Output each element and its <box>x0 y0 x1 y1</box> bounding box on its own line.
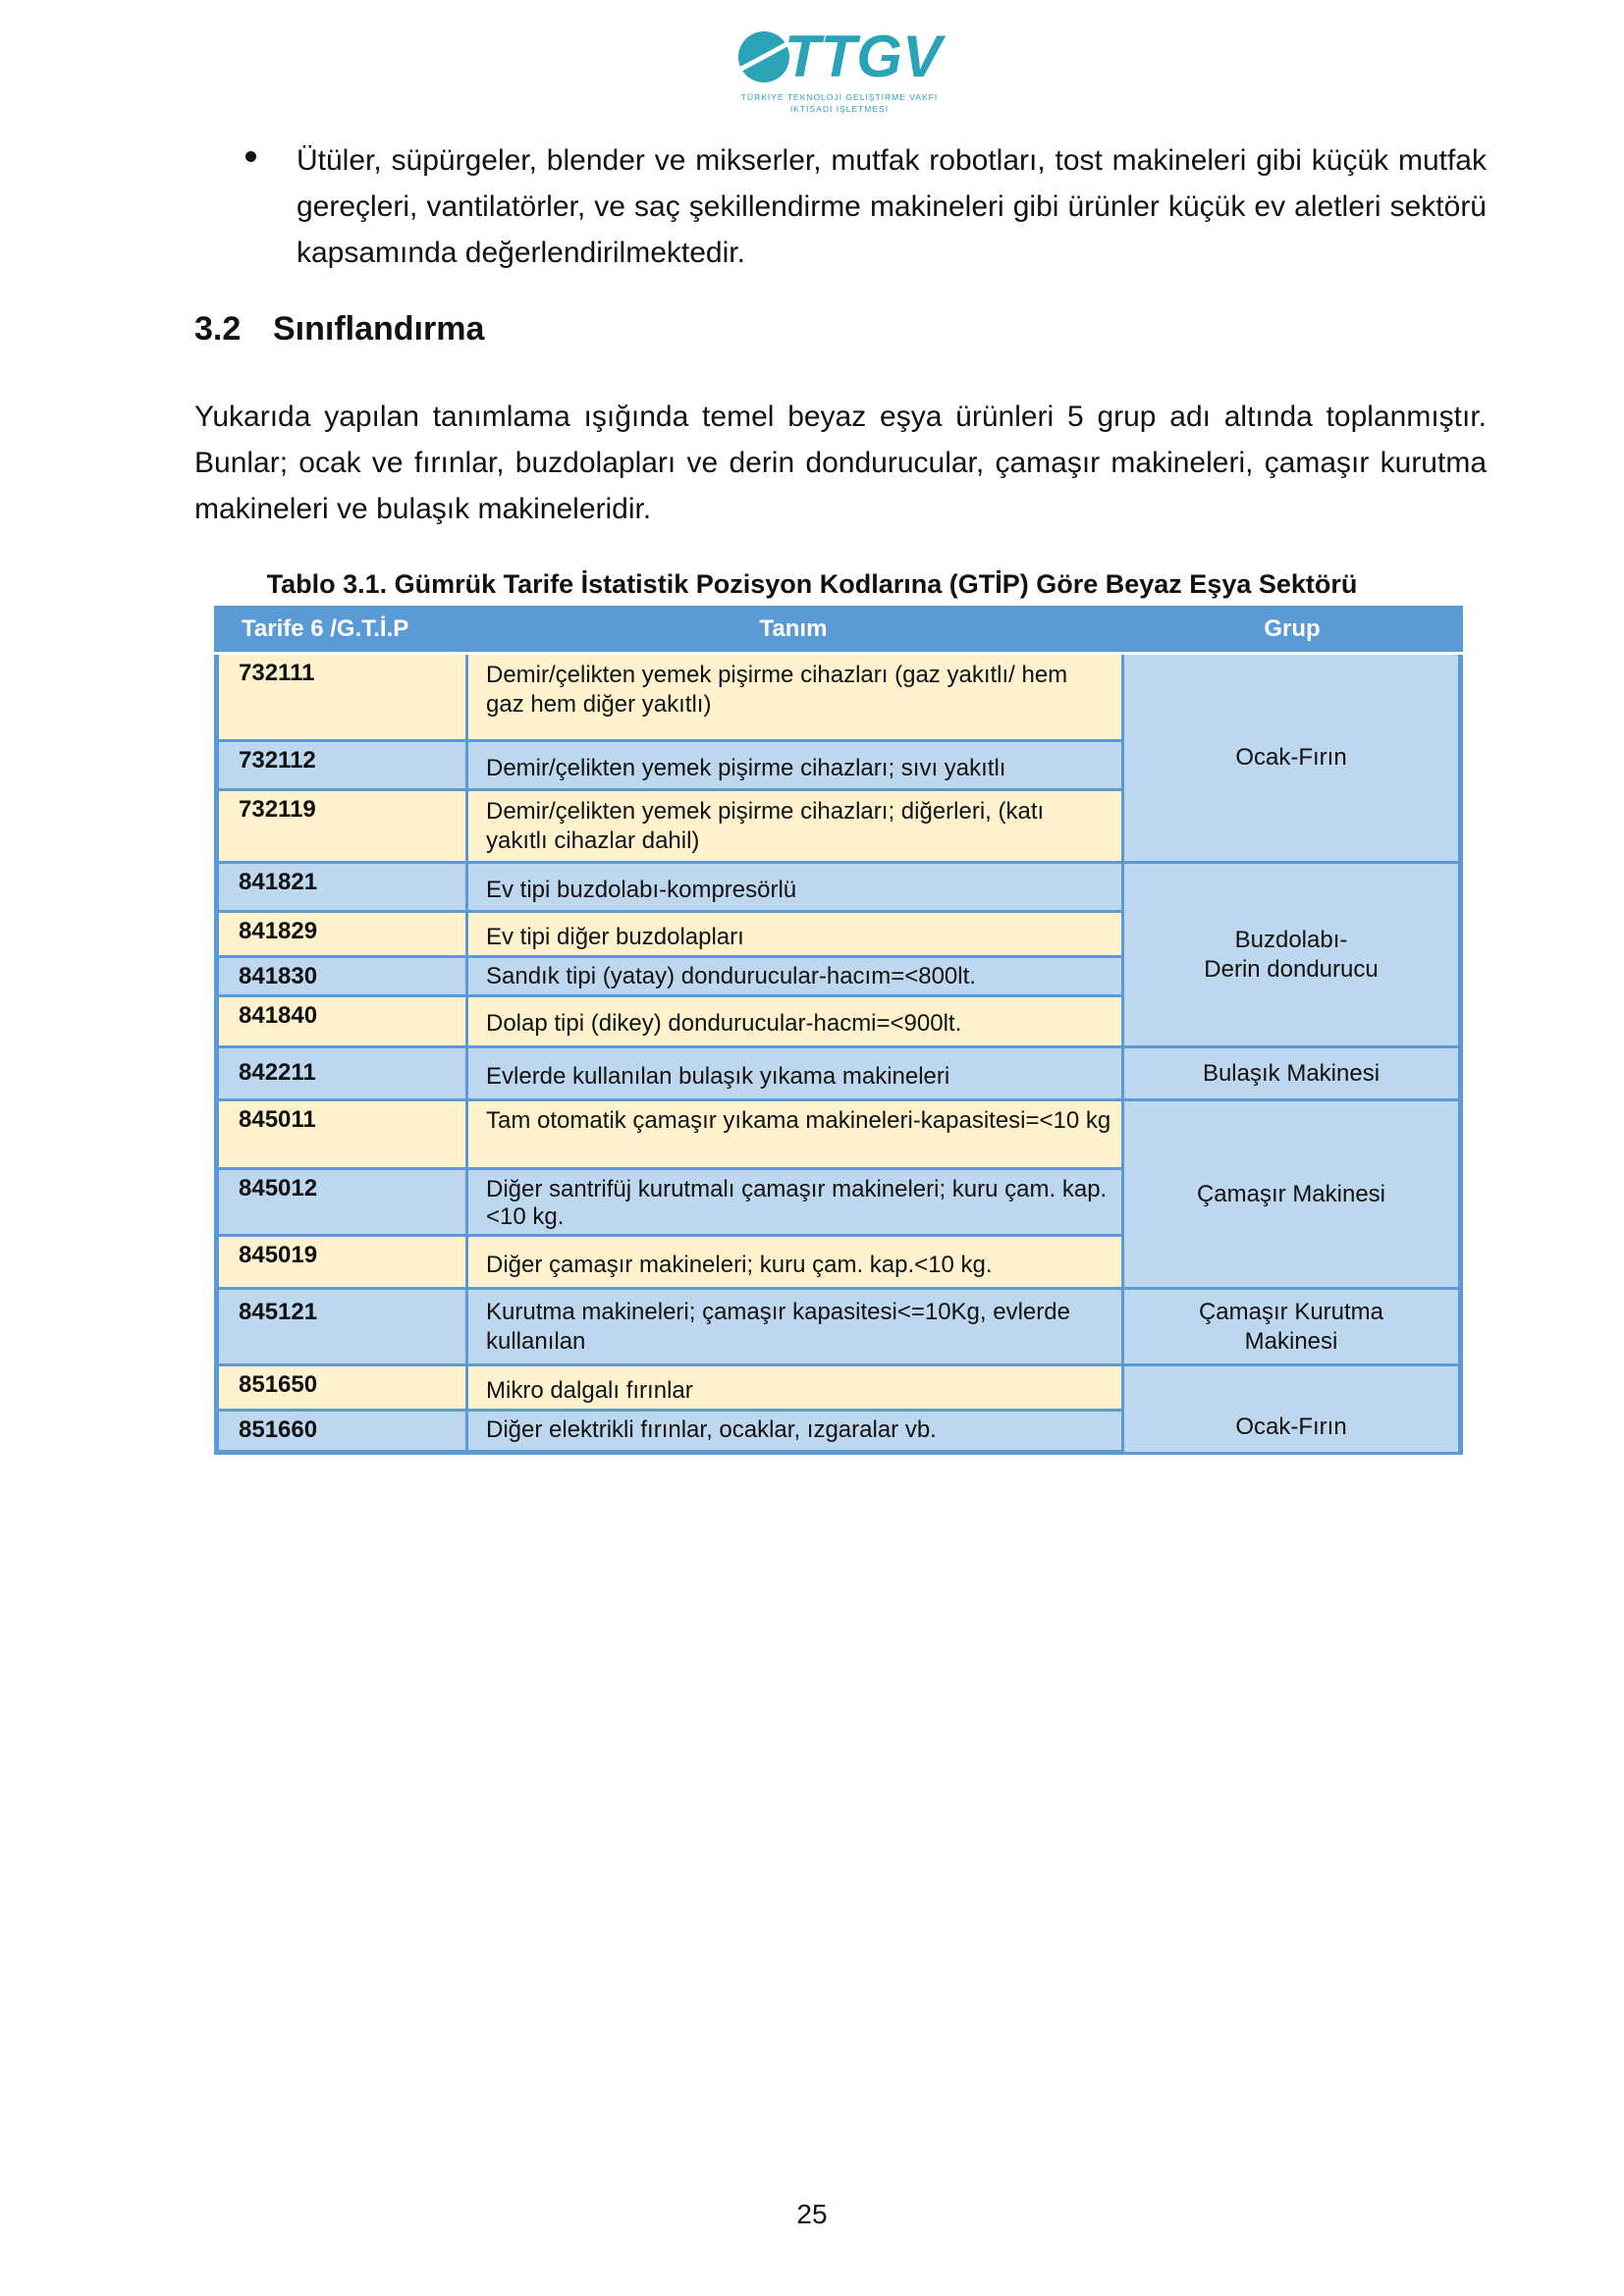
bullet-dot-icon <box>245 151 256 162</box>
section-number: 3.2 <box>194 310 242 347</box>
row-code: 841840 <box>214 997 465 1048</box>
row-description: Sandık tipi (yatay) dondurucular-hacım=<800lt. <box>465 958 1121 997</box>
row-code: 732112 <box>214 742 465 791</box>
row-code: 851660 <box>214 1412 465 1455</box>
header-group: Grup <box>1121 606 1463 655</box>
row-code: 845012 <box>214 1170 465 1237</box>
page-number: 25 <box>796 2199 828 2229</box>
group-kurutma <box>1121 1290 1463 1366</box>
gtip-table <box>214 606 1463 1455</box>
group-buzdolabi <box>1121 864 1463 1048</box>
table-caption: Tablo 3.1. Gümrük Tarife İstatistik Pozisyon Kodlarına (GTİP) Göre Beyaz Eşya Sektörü <box>266 569 1358 599</box>
row-description: Kurutma makineleri; çamaşır kapasitesi<=10Kg, evlerde kullanılan <box>465 1290 1121 1366</box>
ttgv-logo-mark <box>731 18 947 96</box>
row-code: 841821 <box>214 864 465 913</box>
row-description: Diğer santrifüj kurutmalı çamaşır makineleri; kuru çam. kap.<10 kg. <box>465 1170 1121 1237</box>
row-description: Diğer elektrikli fırınlar, ocaklar, ızgaralar vb. <box>465 1412 1121 1455</box>
row-code: 845019 <box>214 1237 465 1290</box>
section-title: Sınıflandırma <box>273 310 485 347</box>
row-code: 732119 <box>214 791 465 864</box>
bullet-text: Ütüler, süpürgeler, blender ve mikserler, mutfak robotları, tost makineleri gibi küçük mutfak gereçleri, vantilatörler, ve saç şekillendirme makineleri gibi ürünler küçük ev aletleri sektörü kapsamında değerlendirilmektedir. <box>297 144 1487 269</box>
row-code: 842211 <box>214 1048 465 1101</box>
bullet-item <box>194 137 1487 276</box>
group-camasir <box>1121 1101 1463 1290</box>
row-description: Dolap tipi (dikey) dondurucular-hacmi=<900lt. <box>465 997 1121 1048</box>
row-code: 851650 <box>214 1366 465 1412</box>
table-row <box>214 1048 1463 1101</box>
table-row <box>214 655 1463 742</box>
row-code: 732111 <box>214 655 465 742</box>
table-row <box>214 1101 1463 1170</box>
row-description: Tam otomatik çamaşır yıkama makineleri-kapasitesi=<10 kg <box>465 1101 1121 1170</box>
group-label: Derin dondurucu <box>1204 955 1379 983</box>
group-label: Ocak-Fırın <box>1235 1414 1347 1440</box>
table-row <box>214 864 1463 913</box>
row-description: Demir/çelikten yemek pişirme cihazları; diğerleri, (katı yakıtlı cihazlar dahil) <box>465 791 1121 864</box>
row-description: Diğer çamaşır makineleri; kuru çam. kap.<10 kg. <box>465 1237 1121 1290</box>
group-label: Ocak-Fırın <box>1235 744 1347 771</box>
group-label: Çamaşır Kurutma <box>1198 1298 1384 1325</box>
header-description: Tanım <box>465 606 1121 655</box>
row-description: Mikro dalgalı fırınlar <box>465 1366 1121 1412</box>
row-description: Demir/çelikten yemek pişirme cihazları (gaz yakıtlı/ hem gaz hem diğer yakıtlı) <box>465 655 1121 742</box>
group-label: Makinesi <box>1244 1327 1338 1355</box>
table-row <box>214 1366 1463 1412</box>
row-description: Ev tipi buzdolabı-kompresörlü <box>465 864 1121 913</box>
group-label: Bulaşık Makinesi <box>1202 1059 1380 1087</box>
row-code: 845011 <box>214 1101 465 1170</box>
section-heading <box>194 310 484 348</box>
logo-text: TTGV <box>785 24 942 89</box>
ttgv-logo <box>731 18 947 116</box>
row-code: 845121 <box>214 1290 465 1366</box>
group-ocak-firin <box>1121 655 1463 864</box>
row-code: 841829 <box>214 913 465 958</box>
row-code: 841830 <box>214 958 465 997</box>
group-label: Çamaşır Makinesi <box>1196 1180 1386 1207</box>
body-paragraph: Yukarıda yapılan tanımlama ışığında temel beyaz eşya ürünleri 5 grup adı altında toplanmıştır. Bunlar; ocak ve fırınlar, buzdolapları ve derin dondurucular, çamaşır makineleri, çamaşır kurutma makineleri ve bulaşık makineleridir. <box>194 400 1487 525</box>
header-code: Tarife 6 /G.T.İ.P <box>214 606 465 655</box>
group-bulasik <box>1121 1048 1463 1101</box>
table-row <box>214 1290 1463 1366</box>
logo-subtitle-line-1: TÜRKİYE TEKNOLOJİ GELİŞTİRME VAKFI <box>740 92 939 102</box>
group-label: Buzdolabı- <box>1234 926 1348 953</box>
row-description: Ev tipi diğer buzdolapları <box>465 913 1121 958</box>
row-description: Demir/çelikten yemek pişirme cihazları; sıvı yakıtlı <box>465 742 1121 791</box>
group-ocak-firin-2 <box>1121 1366 1463 1455</box>
row-description: Evlerde kullanılan bulaşık yıkama makineleri <box>465 1048 1121 1101</box>
table-header-row <box>214 606 1463 655</box>
logo-subtitle-line-2: İKTİSADİ İŞLETMESİ <box>789 104 890 114</box>
